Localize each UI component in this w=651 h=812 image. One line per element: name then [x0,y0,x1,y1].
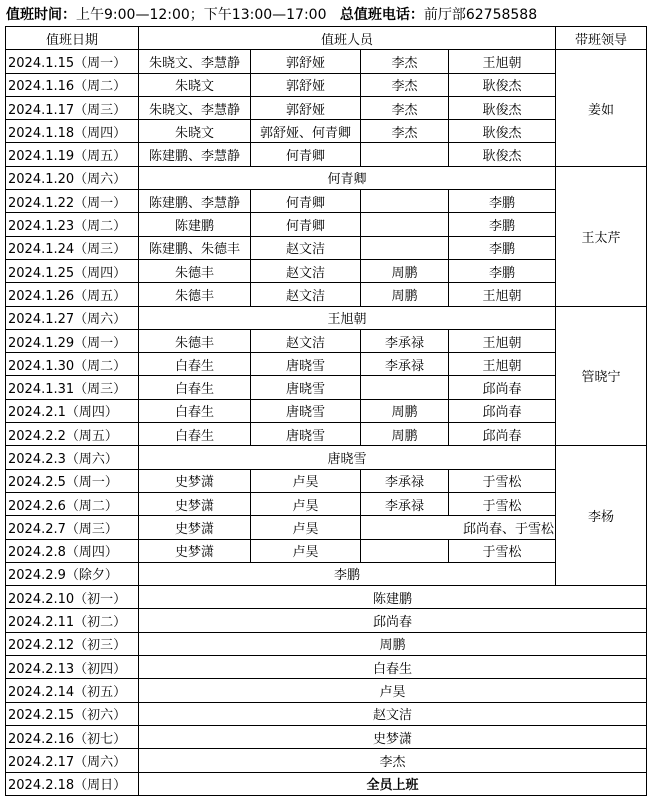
duty-staff-wide: 邱尚春、于雪松 [361,516,556,539]
column-header-row [6,27,647,50]
schedule-row [6,120,647,143]
duty-staff-all: 陈建鹏 [139,586,647,609]
duty-staff-cell: 李承禄 [361,329,449,352]
duty-date: 2024.2.7（周三） [6,516,139,539]
schedule-row [6,586,647,609]
duty-staff-all: 白春生 [139,656,647,679]
duty-staff-cell: 史梦潇 [139,539,251,562]
duty-staff-cell: 李鹏 [449,190,556,213]
schedule-row [6,725,647,748]
schedule-row [6,609,647,632]
duty-date: 2024.1.24（周三） [6,236,139,259]
duty-date: 2024.1.27（周六） [6,306,139,329]
duty-staff-cell: 卢昊 [251,469,361,492]
duty-staff-cell: 周鹏 [361,259,449,282]
duty-staff-cell: 李鹏 [449,236,556,259]
duty-date: 2024.2.16（初七） [6,725,139,748]
schedule-row [6,50,647,73]
duty-staff-cell: 赵文洁 [251,283,361,306]
duty-staff-cell [361,143,449,166]
duty-staff-cell: 郭舒娅 [251,50,361,73]
duty-staff-cell: 耿俊杰 [449,73,556,96]
duty-staff-all: 周鹏 [139,632,647,655]
duty-date: 2024.2.10（初一） [6,586,139,609]
duty-date: 2024.2.1（周四） [6,399,139,422]
duty-staff-cell: 李鹏 [449,213,556,236]
duty-staff-cell: 王旭朝 [449,353,556,376]
duty-staff-cell: 邱尚春 [449,376,556,399]
duty-staff-cell: 朱晓文 [139,120,251,143]
duty-staff-cell: 史梦潇 [139,492,251,515]
duty-staff-cell: 李鹏 [449,259,556,282]
duty-staff-cell [361,190,449,213]
duty-staff-cell: 唐晓雪 [251,399,361,422]
duty-date: 2024.2.12（初三） [6,632,139,655]
duty-staff-cell: 唐晓雪 [251,423,361,446]
duty-staff-cell: 李承禄 [361,492,449,515]
duty-staff-cell: 陈建鹏、朱德丰 [139,236,251,259]
duty-date: 2024.2.13（初四） [6,656,139,679]
schedule-row [6,516,647,539]
duty-staff-all: 李杰 [139,749,647,772]
duty-staff-cell: 周鹏 [361,399,449,422]
duty-staff-cell: 唐晓雪 [251,376,361,399]
schedule-row [6,446,647,469]
duty-staff-cell: 唐晓雪 [251,353,361,376]
duty-staff-cell: 邱尚春 [449,399,556,422]
duty-date: 2024.2.14（初五） [6,679,139,702]
schedule-row [6,73,647,96]
duty-date: 2024.1.29（周一） [6,329,139,352]
schedule-row [6,492,647,515]
duty-staff-cell: 李杰 [361,120,449,143]
duty-staff-cell: 何青卿 [251,190,361,213]
duty-date: 2024.1.30（周二） [6,353,139,376]
duty-staff-cell: 赵文洁 [251,329,361,352]
column-header-staff: 值班人员 [139,27,556,50]
duty-staff-cell: 何青卿 [251,213,361,236]
schedule-row [6,469,647,492]
schedule-row [6,190,647,213]
duty-time-value: 上午9:00—12:00；下午13:00—17:00 [76,7,327,23]
schedule-row [6,656,647,679]
duty-date: 2024.1.31（周三） [6,376,139,399]
duty-date: 2024.1.19（周五） [6,143,139,166]
duty-staff-cell: 朱晓文 [139,73,251,96]
duty-staff-cell: 王旭朝 [449,50,556,73]
schedule-row [6,166,647,189]
duty-date: 2024.2.3（周六） [6,446,139,469]
schedule-row [6,259,647,282]
schedule-row [6,702,647,725]
schedule-row [6,772,647,795]
duty-date: 2024.1.23（周二） [6,213,139,236]
duty-staff-cell: 朱德丰 [139,259,251,282]
duty-staff-cell: 白春生 [139,399,251,422]
duty-staff-cell: 李杰 [361,73,449,96]
duty-staff-cell: 耿俊杰 [449,120,556,143]
duty-schedule-table [5,26,647,796]
duty-staff-cell [361,213,449,236]
duty-leader: 王太芹 [556,166,647,306]
schedule-row [6,236,647,259]
duty-date: 2024.2.8（周四） [6,539,139,562]
schedule-row [6,679,647,702]
duty-staff-cell: 周鹏 [361,283,449,306]
schedule-row [6,306,647,329]
schedule-row [6,399,647,422]
duty-time-label: 值班时间： [6,7,76,23]
duty-staff-all: 唐晓雪 [139,446,556,469]
duty-date: 2024.1.25（周四） [6,259,139,282]
duty-date: 2024.2.17（周六） [6,749,139,772]
duty-staff-all: 赵文洁 [139,702,647,725]
duty-staff-cell: 郭舒娅 [251,96,361,119]
duty-date: 2024.2.11（初二） [6,609,139,632]
duty-staff-cell: 李承禄 [361,469,449,492]
duty-staff-cell: 卢昊 [251,539,361,562]
duty-staff-cell: 朱晓文、李慧静 [139,96,251,119]
schedule-row [6,353,647,376]
duty-date: 2024.1.20（周六） [6,166,139,189]
duty-staff-cell: 朱德丰 [139,329,251,352]
duty-date: 2024.1.16（周二） [6,73,139,96]
duty-staff-cell: 邱尚春 [449,423,556,446]
duty-staff-cell: 王旭朝 [449,329,556,352]
schedule-row [6,539,647,562]
duty-staff-cell [361,376,449,399]
duty-staff-all: 全员上班 [139,772,647,795]
schedule-row [6,749,647,772]
duty-staff-all: 李鹏 [139,562,556,585]
schedule-row [6,96,647,119]
duty-date: 2024.2.5（周一） [6,469,139,492]
duty-staff-cell [361,236,449,259]
duty-staff-cell: 白春生 [139,353,251,376]
duty-date: 2024.2.18（周日） [6,772,139,795]
duty-staff-cell: 卢昊 [251,516,361,539]
duty-staff-cell: 于雪松 [449,492,556,515]
duty-staff-cell: 周鹏 [361,423,449,446]
schedule-body [6,27,647,796]
duty-staff-all: 何青卿 [139,166,556,189]
duty-date: 2024.1.22（周一） [6,190,139,213]
duty-staff-cell: 陈建鹏 [139,213,251,236]
schedule-row [6,423,647,446]
duty-staff-all: 邱尚春 [139,609,647,632]
duty-staff-cell: 陈建鹏、李慧静 [139,190,251,213]
duty-staff-cell: 王旭朝 [449,283,556,306]
duty-staff-cell: 陈建鹏、李慧静 [139,143,251,166]
duty-staff-cell: 朱德丰 [139,283,251,306]
duty-staff-cell: 何青卿 [251,143,361,166]
duty-date: 2024.1.18（周四） [6,120,139,143]
duty-phone-label: 总值班电话： [339,7,424,23]
duty-staff-all: 史梦潇 [139,725,647,748]
column-header-date: 值班日期 [6,27,139,50]
duty-date: 2024.2.15（初六） [6,702,139,725]
schedule-row [6,143,647,166]
schedule-row [6,376,647,399]
duty-date: 2024.1.17（周三） [6,96,139,119]
duty-staff-cell: 于雪松 [449,469,556,492]
duty-staff-cell: 白春生 [139,423,251,446]
schedule-row [6,562,647,585]
duty-staff-cell: 郭舒娅、何青卿 [251,120,361,143]
duty-staff-cell: 赵文洁 [251,259,361,282]
duty-staff-cell: 白春生 [139,376,251,399]
schedule-row [6,213,647,236]
column-header-leader: 带班领导 [556,27,647,50]
duty-staff-cell: 卢昊 [251,492,361,515]
duty-staff-cell: 赵文洁 [251,236,361,259]
duty-leader: 姜如 [556,50,647,166]
duty-staff-cell: 史梦潇 [139,469,251,492]
duty-staff-cell [361,539,449,562]
duty-staff-cell: 李杰 [361,50,449,73]
duty-staff-cell: 朱晓文、李慧静 [139,50,251,73]
schedule-header [6,4,537,26]
duty-staff-cell: 耿俊杰 [449,96,556,119]
schedule-row [6,283,647,306]
duty-staff-cell: 郭舒娅 [251,73,361,96]
duty-staff-all: 卢昊 [139,679,647,702]
duty-date: 2024.1.15（周一） [6,50,139,73]
duty-phone-value: 前厅部62758588 [423,7,538,23]
duty-staff-all: 王旭朝 [139,306,556,329]
duty-staff-cell: 李杰 [361,96,449,119]
schedule-row [6,329,647,352]
duty-date: 2024.2.6（周二） [6,492,139,515]
duty-staff-cell: 于雪松 [449,539,556,562]
duty-leader: 管晓宁 [556,306,647,446]
duty-staff-cell: 耿俊杰 [449,143,556,166]
duty-date: 2024.2.2（周五） [6,423,139,446]
duty-staff-cell: 李承禄 [361,353,449,376]
duty-date: 2024.1.26（周五） [6,283,139,306]
duty-date: 2024.2.9（除夕） [6,562,139,585]
schedule-row [6,632,647,655]
duty-leader: 李杨 [556,446,647,586]
duty-staff-cell: 史梦潇 [139,516,251,539]
